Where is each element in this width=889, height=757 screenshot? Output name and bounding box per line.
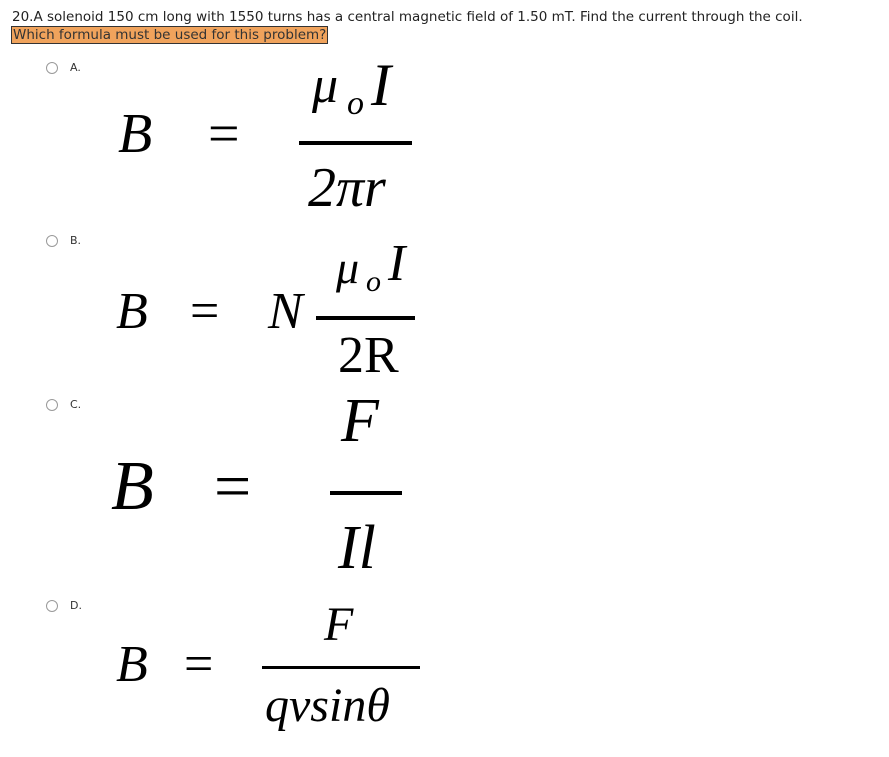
option-d[interactable]: [46, 599, 82, 612]
option-c-letter: C.: [70, 398, 82, 411]
option-d-letter: D.: [70, 599, 82, 612]
formula-c-equals: =: [214, 450, 252, 523]
formula-a-denominator: 2πr: [308, 157, 386, 219]
option-b[interactable]: [46, 234, 81, 247]
question-highlight: Which formula must be used for this problem?: [13, 27, 327, 43]
formula-a-mu-sub: o: [347, 85, 364, 122]
question-text: 20.A solenoid 150 cm long with 1550 turns has a central magnetic field of 1.50 mT. Find the current through the coil.: [12, 9, 803, 25]
formula-d-lhs: B: [116, 636, 148, 693]
formula-d-equals: =: [184, 636, 214, 693]
formula-b-mu-sub: o: [366, 265, 381, 298]
formula-a-mu: μ: [312, 57, 339, 114]
option-d-radio[interactable]: [46, 600, 58, 612]
formula-a-lhs: B: [118, 103, 153, 165]
option-b-letter: B.: [70, 234, 82, 247]
formula-c-fraction-bar: [330, 491, 402, 495]
formula-c-lhs: B: [111, 448, 154, 525]
option-c[interactable]: [46, 398, 81, 411]
formula-b-mu: μ: [336, 242, 360, 293]
formula-b-denominator: 2R: [338, 327, 399, 384]
option-a-radio[interactable]: [46, 62, 58, 74]
formula-a-equals: =: [208, 103, 240, 165]
formula-b-coefficient: N: [268, 283, 303, 340]
option-a[interactable]: [46, 61, 81, 74]
formula-c-numerator: F: [341, 387, 379, 455]
formula-d-denominator: qvsinθ: [265, 679, 390, 732]
formula-a-current: I: [371, 52, 391, 118]
formula-b-equals: =: [190, 283, 220, 340]
option-b-radio[interactable]: [46, 235, 58, 247]
option-a-letter: A.: [70, 61, 81, 74]
formula-d-numerator: F: [324, 598, 354, 651]
formula-d-fraction-bar: [262, 666, 420, 669]
option-c-radio[interactable]: [46, 399, 58, 411]
formula-b-current: I: [388, 235, 406, 292]
formula-b-lhs: B: [116, 283, 148, 340]
formula-c-denominator: Il: [338, 514, 376, 582]
formula-b-fraction-bar: [316, 316, 415, 320]
formula-a-fraction-bar: [299, 141, 412, 145]
